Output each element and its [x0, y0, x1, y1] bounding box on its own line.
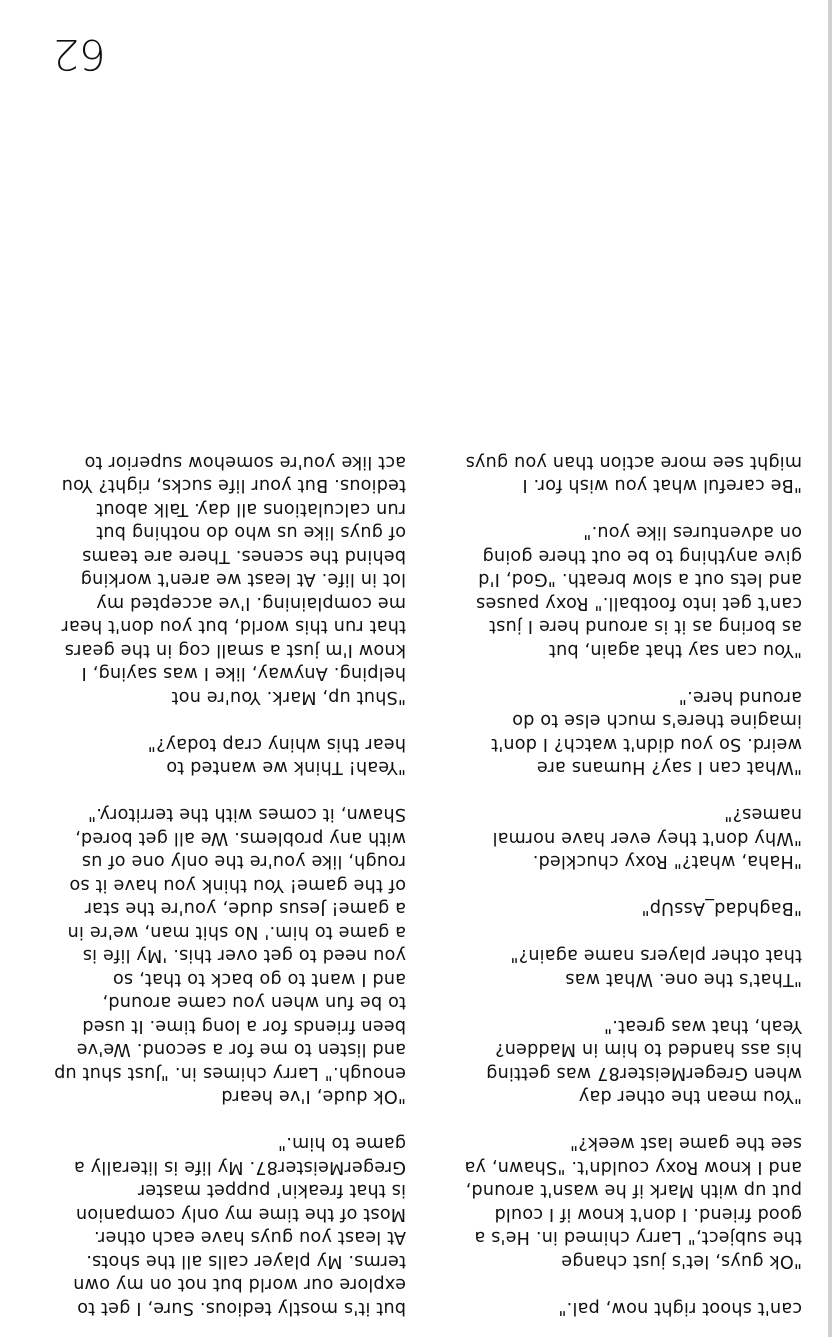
text-line: but it's mostly tedious. Sure, I get to — [77, 1298, 406, 1318]
paragraph — [31, 802, 406, 1108]
text-line: terms. My player calls all the shots. — [86, 1251, 406, 1271]
text-line: the subject," Larry chimed in. He's a — [474, 1227, 802, 1248]
text-line: GregerMeister87. My life is literally a — [73, 1157, 406, 1177]
paragraph — [427, 497, 802, 521]
paragraph — [31, 1131, 406, 1319]
text-line: tedious. But your life sucks, right? You — [61, 475, 406, 496]
paragraph — [427, 450, 802, 497]
text-line: of guys like us who do nothing but — [96, 522, 406, 543]
text-line: "What can I say? Humans are — [536, 757, 802, 778]
paragraph — [427, 802, 802, 873]
text-line: At least you guys have each other. — [93, 1227, 406, 1248]
text-line: his ass handed to him in Madden? — [494, 1039, 802, 1060]
text-line: hear this whiny crap today?" — [147, 734, 406, 754]
text-line: around here." — [678, 687, 802, 707]
text-line: been friends for a long time. It used — [82, 1016, 406, 1036]
paragraph — [427, 896, 802, 920]
text-line: "You can say that again, but — [548, 640, 802, 660]
paragraph — [427, 1108, 802, 1132]
text-line: might see more action than you guys — [465, 452, 802, 472]
text-line: a game! Jesus dude, you're the star — [84, 898, 406, 919]
paragraph — [427, 1272, 802, 1296]
text-line: and listen to me for a second. We've — [76, 1039, 406, 1060]
text-line: "Haha, what?" Roxy chuckled. — [532, 851, 802, 872]
text-line: you need to get over this. 'My life is — [82, 945, 406, 966]
text-line: "Why don't they ever have normal — [492, 828, 802, 848]
text-line: "That's the one. What was — [565, 969, 802, 989]
paragraph — [427, 990, 802, 1014]
text-line: names?" — [724, 804, 802, 825]
text-line: Shawn, it comes with the territory." — [87, 804, 406, 825]
text-line: that run this world, but you don't hear — [61, 616, 406, 637]
text-line: me complaining. I've accepted my — [96, 593, 406, 613]
text-line: Most of the time my only companion — [75, 1204, 406, 1224]
text-line: of the game! You think you have it so — [69, 875, 406, 895]
text-line: when GregerMeister87 was getting — [486, 1063, 802, 1083]
paragraph — [31, 779, 406, 803]
text-line: enough." Larry chimes in. "Just shut up — [53, 1063, 406, 1083]
paragraph — [31, 1108, 406, 1132]
text-line: and I want to go back to that, so — [112, 969, 406, 989]
text-line: give anything to be out there going — [482, 546, 802, 566]
text-line: can't get into football." Roxy pauses — [475, 593, 802, 613]
text-line: "Be careful what you wish for. I — [522, 475, 802, 496]
text-line: imagine there's much else to do — [512, 710, 802, 731]
text-column-left — [427, 450, 802, 1320]
paragraph — [427, 685, 802, 779]
paragraph — [427, 1131, 802, 1272]
text-line: put up with Mark if he wasn't around, — [465, 1180, 802, 1201]
text-line: weird. So you didn't watch? I don't — [491, 734, 802, 754]
text-line: "Ok dude, I've heard — [221, 1086, 406, 1107]
text-column-right — [31, 450, 406, 1320]
text-line: act like you're somehow superior to — [84, 452, 406, 472]
paragraph — [427, 1296, 802, 1320]
text-line: good friend. I don't know if I could — [494, 1204, 802, 1224]
paragraph — [427, 520, 802, 661]
paragraph — [31, 732, 406, 779]
text-line: explore our world but not on my own — [73, 1274, 406, 1295]
paragraph — [31, 450, 406, 709]
text-line: helping. Anyway, like I was saying, I — [81, 663, 406, 684]
paragraph — [427, 920, 802, 944]
text-line: with any problems. We all get bored, — [75, 828, 406, 848]
text-line: see the game last week?" — [569, 1133, 802, 1154]
text-line: "You mean the other day — [578, 1086, 802, 1107]
text-line: can't shoot right now, pal." — [558, 1298, 802, 1318]
paragraph — [427, 661, 802, 685]
page-number: 62 — [52, 30, 106, 79]
text-line: run calculations all day. Talk about — [96, 499, 406, 519]
text-line: Yeah, that was great." — [603, 1016, 802, 1036]
text-line: a game to him.' No shit man, we're in — [67, 922, 406, 942]
text-line: and lets out a slow breath. "God, I'd — [478, 569, 802, 590]
paragraph — [427, 943, 802, 990]
text-line: game to him." — [277, 1133, 406, 1154]
text-line: "Baghdad_AssUp" — [641, 898, 802, 919]
text-line: behind the scenes. There are teams — [81, 546, 406, 566]
paragraph — [427, 873, 802, 897]
text-line: on adventures like you." — [583, 522, 802, 543]
text-line: rough, like you're the only one of us — [81, 851, 406, 872]
text-line: that other players name again?" — [510, 945, 802, 966]
paragraph — [31, 708, 406, 732]
text-line: "Yeah! Think we wanted to — [166, 757, 406, 778]
text-line: is that freakin' puppet master — [137, 1180, 406, 1201]
text-line: as boring as it is around here I just — [488, 616, 802, 637]
paragraph — [427, 1014, 802, 1108]
text-line: "Shut up, Mark. You're not — [171, 687, 406, 707]
text-line: "Ok guys, let's just change — [561, 1251, 802, 1271]
text-line: and I know Roxy couldn't. "Shawn, ya — [464, 1157, 802, 1177]
paragraph — [427, 779, 802, 803]
text-line: lot in life. At least we aren't working — [80, 569, 406, 590]
text-line: to be fun when you came around, — [102, 992, 406, 1013]
text-line: know I'm just a small cog in the gears — [64, 640, 406, 660]
